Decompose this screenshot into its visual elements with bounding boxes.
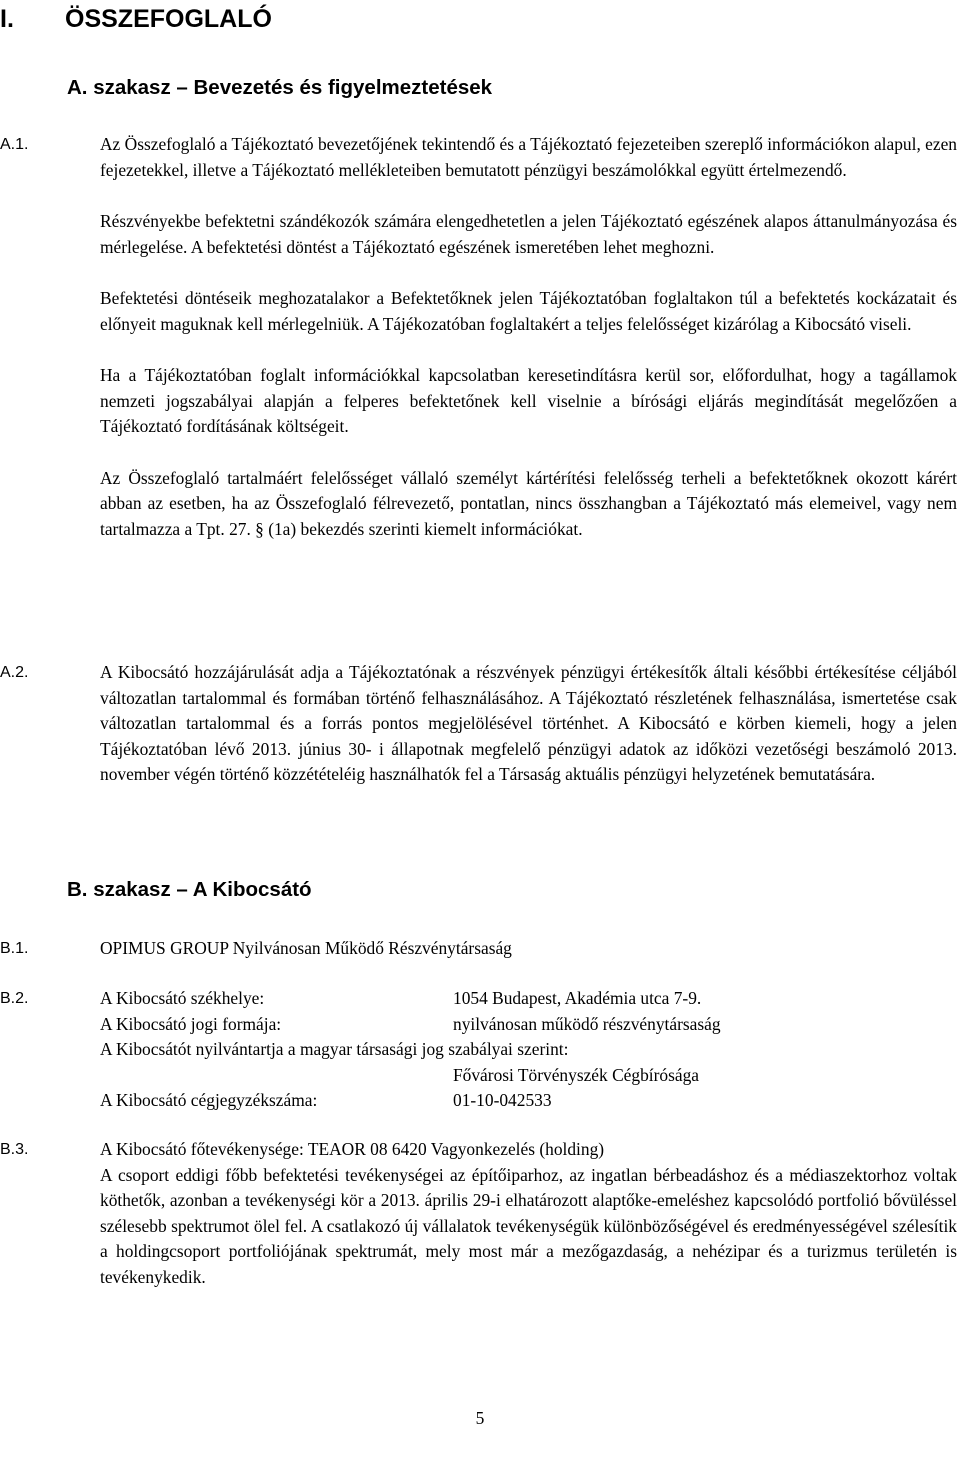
- main-activity: A Kibocsátó főtevékenysége: TEAOR 08 6420 Vagyonkezelés (holding): [100, 1139, 605, 1159]
- b2-label: B.2.: [0, 990, 29, 1007]
- seat-row: [100, 986, 957, 1012]
- legal-form-row: [100, 1012, 957, 1038]
- b3-paragraph: A csoport eddigi főbb befektetési tevékenységei az építőiparhoz, az ingatlan bérbeadáshoz és a médiaszektorhoz voltak köthetők, azonban a tevékenységi kör a 2013. április 29-i elhatározott alaptőke-emeléshez kapcsolódó portfolió bővüléssel szélesebb spektrumot ölel fel. A csatlakozó új vállalatok tevékenységük különbözőségével és eredményességével szélesítik a holdingcsoport portfoliójának spektrumát, mely most már a mezőgazdaság, a nehézipar és a turizmus területén is tevékenykedik.: [100, 1164, 957, 1287]
- section-a-title: A. szakasz – Bevezetés és figyelmeztetések: [67, 76, 493, 99]
- a1-paragraph-3: Befektetési döntéseik meghozatalakor a Befektetőknek jelen Tájékoztatóban foglaltakon túl a befektetés kockázatait és előnyeit maguknak kell mérlegelniük. A Tájékozatóban foglaltakért a teljes felelősséget kizárólag a Kibocsátó viseli.: [100, 288, 957, 334]
- issuer-name: OPIMUS GROUP Nyilvánosan Működő Részvénytársaság: [100, 938, 512, 958]
- b3-block: [100, 1137, 957, 1290]
- a2-block: [100, 660, 957, 788]
- main-heading-title: ÖSSZEFOGLALÓ: [65, 5, 272, 33]
- reg-number-value: 01-10-042533: [453, 1090, 552, 1110]
- legal-form-key: A Kibocsátó jogi formája:: [100, 1013, 282, 1034]
- b1-label: B.1.: [0, 940, 29, 957]
- a1-paragraph-4: Ha a Tájékoztatóban foglalt információkkal kapcsolatban keresetindításra kerül sor, előfordulhat, hogy a tagállamok nemzeti jogszabályai alapján a felperes befektetőnek kell viselnie a bírósági eljárás megindítását megelőzően a Tájékoztató fordításának költségeit.: [100, 365, 957, 436]
- registry-line: A Kibocsátót nyilvántartja a magyar társasági jog szabályai szerint:: [100, 1039, 569, 1059]
- main-heading: [0, 3, 272, 35]
- a2-label: A.2.: [0, 664, 29, 681]
- b2-block: [100, 986, 957, 1114]
- seat-value: 1054 Budapest, Akadémia utca 7-9.: [453, 988, 702, 1008]
- a1-paragraph-5: Az Összefoglaló tartalmáért felelősséget vállaló személyt kártérítési felelősség terheli a befektetőknek okozott kárért abban az esetben, ha az Összefoglaló félrevezető, pontatlan, nincs összhangban a Tájékoztató más elemeivel, vagy nem tartalmazza a Tpt. 27. § (1a) bekezdés szerinti kiemelt információkat.: [100, 467, 957, 539]
- seat-key: A Kibocsátó székhelye:: [100, 988, 265, 1008]
- main-heading-number: I.: [0, 5, 14, 33]
- a1-paragraph-1: Az Összefoglaló a Tájékoztató bevezetőjének tekintendő és a Tájékoztató fejezeteiben szereplő információkon alapul, ezen fejezetekkel, illetve a Tájékoztató mellékleteiben bemutatott pénzügyi beszámolókkal együtt értelmezendő.: [100, 134, 957, 180]
- b1-block: [100, 936, 957, 962]
- page-number: 5: [475, 1408, 485, 1428]
- reg-number-row: [100, 1088, 957, 1114]
- a1-label: A.1.: [0, 136, 29, 153]
- b3-label: B.3.: [0, 1141, 29, 1158]
- a1-block: [100, 132, 957, 542]
- registry-court: Fővárosi Törvényszék Cégbírósága: [453, 1064, 699, 1085]
- a2-paragraph: A Kibocsátó hozzájárulását adja a Tájékoztatónak a részvények pénzügyi értékesítők általi későbbi értékesítése céljából változatlan tartalommal és formában történő felhasználásához. A Tájékoztató részletének felhasználása, ismertetése csak változatlan tartalommal és a forrás pontos megjelölésével történhet. A Kibocsátó e körben kiemeli, hogy a jelen Tájékoztatóban lévő 2013. június 30- i állapotnak megfelelő pénzügyi adatok az időközi vezetőségi beszámoló 2013. november végén történő közzétételéig használhatók fel a Társaság aktuális pénzügyi helyzetének bemutatására.: [100, 662, 957, 784]
- section-b-title: B. szakasz – A Kibocsátó: [67, 878, 312, 901]
- reg-number-key: A Kibocsátó cégjegyzékszáma:: [100, 1090, 318, 1110]
- legal-form-value: nyilvánosan működő részvénytársaság: [453, 1013, 721, 1034]
- a1-paragraph-2: Részvényekbe befektetni szándékozók számára elengedhetetlen a jelen Tájékoztató egészének alapos áttanulmányozása és mérlegelése. A befektetési döntést a Tájékoztató egészének ismeretében lehet meghozni.: [100, 211, 957, 257]
